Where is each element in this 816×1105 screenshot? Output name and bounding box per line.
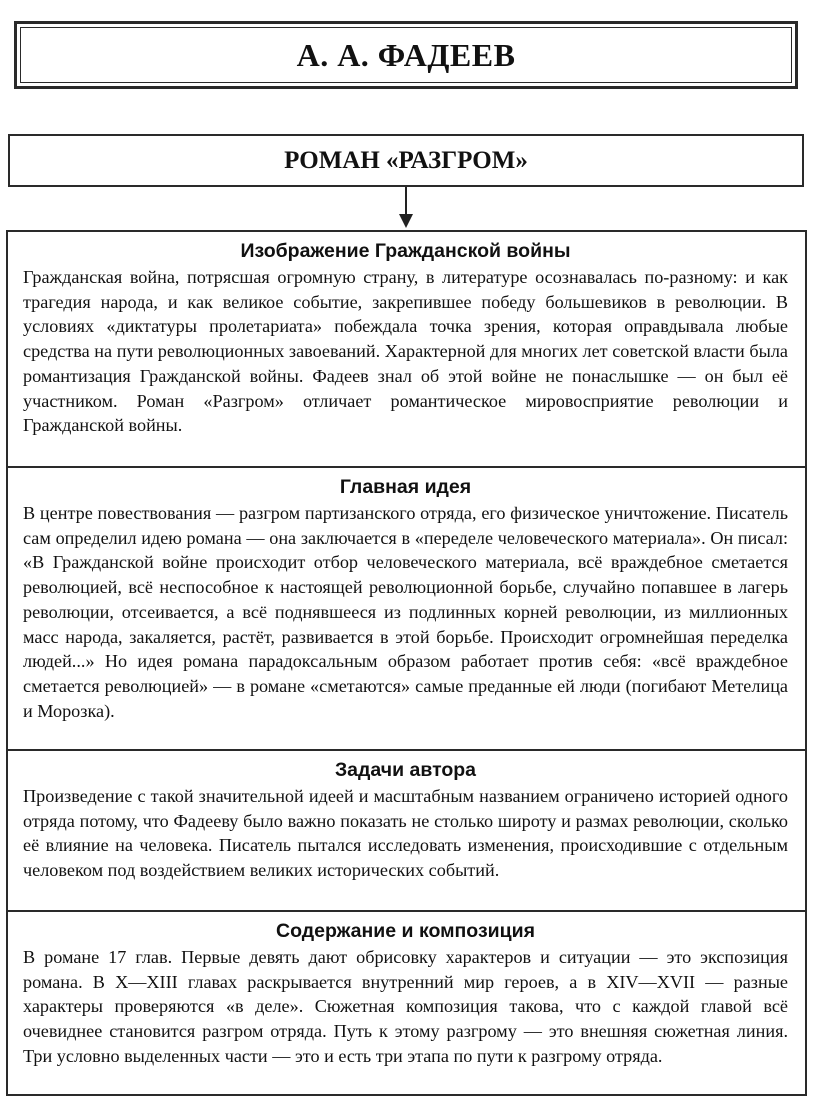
- section-civil-war: [8, 232, 805, 466]
- connector-line: [405, 187, 407, 217]
- section-title: Изображение Гражданской войны: [240, 240, 571, 262]
- section-title: Задачи автора: [334, 759, 477, 781]
- title-frame: [14, 21, 798, 89]
- section-content-composition: [8, 910, 805, 1096]
- section-body: В центре повествования — разгром партизанского отряда, его физическое уничтожение. Писатель сам определил идею романа — она заключается в «переделе человеческого материала». Он писал: «В Гражданской войне происходит отбор человеческого материала, всё враждебное сметается революцией, всё неспособное к настоящей революционной борьбе, случайно попавшее в лагерь революции, отсеивается, а всё поднявшееся из подлинных корней революции, из миллионных масс народа, закаляется, растёт, развивается в этой борьбе. Происходит огромнейшая переделка людей...» Но идея романа парадоксальным образом работает против себя: «всё враждебное сметается революцией» — в романе «сметаются» самые преданные ей люди (погибают Метелица и Морозка).: [23, 503, 788, 721]
- page-title: А. А. ФАДЕЕВ: [296, 36, 516, 73]
- section-main-idea: [8, 466, 805, 749]
- section-body: Гражданская война, потрясшая огромную страну, в литературе осознавалась по-разному: и как трагедия народа, и как великое событие, закрепившее победу большевиков в революции. В условиях «диктатуры пролетариата» побеждала точка зрения, которая оправдывала любые средства на пути революционных завоеваний. Характерной для многих лет советской власти была романтизация Гражданской войны. Фадеев знал об этой войне не понаслышке — он был её участником. Роман «Разгром» отличает романтическое мировосприятие революции и Гражданской войны.: [23, 267, 788, 436]
- down-arrow-icon: [399, 214, 413, 228]
- subtitle-frame: [8, 134, 804, 187]
- section-title: Содержание и композиция: [275, 920, 535, 942]
- content-table: [6, 230, 807, 1096]
- novel-title: РОМАН «РАЗГРОМ»: [284, 146, 528, 174]
- section-body: Произведение с такой значительной идеей и масштабным названием ограничено историей одного отряда потому, что Фадееву было важно показать не столько широту и размах революции, сколько её влияние на человека. Писатель пытался исследовать изменения, происходившие с отдельным человеком под воздействием великих исторических событий.: [23, 786, 788, 881]
- section-body: В романе 17 глав. Первые девять дают обрисовку характеров и ситуации — это экспозиция романа. В X—XIII главах раскрывается внутренний мир героев, а в XIV—XVII — разные характеры проверяются «в деле». Сюжетная композиция такова, что с каждой главой всё очевиднее становится разгром отряда. Путь к этому разгрому — это внешняя сюжетная линия. Три условно выделенных части — это и есть три этапа по пути к разгрому отряда.: [23, 947, 788, 1066]
- section-title: Главная идея: [339, 476, 472, 498]
- section-author-tasks: [8, 749, 805, 910]
